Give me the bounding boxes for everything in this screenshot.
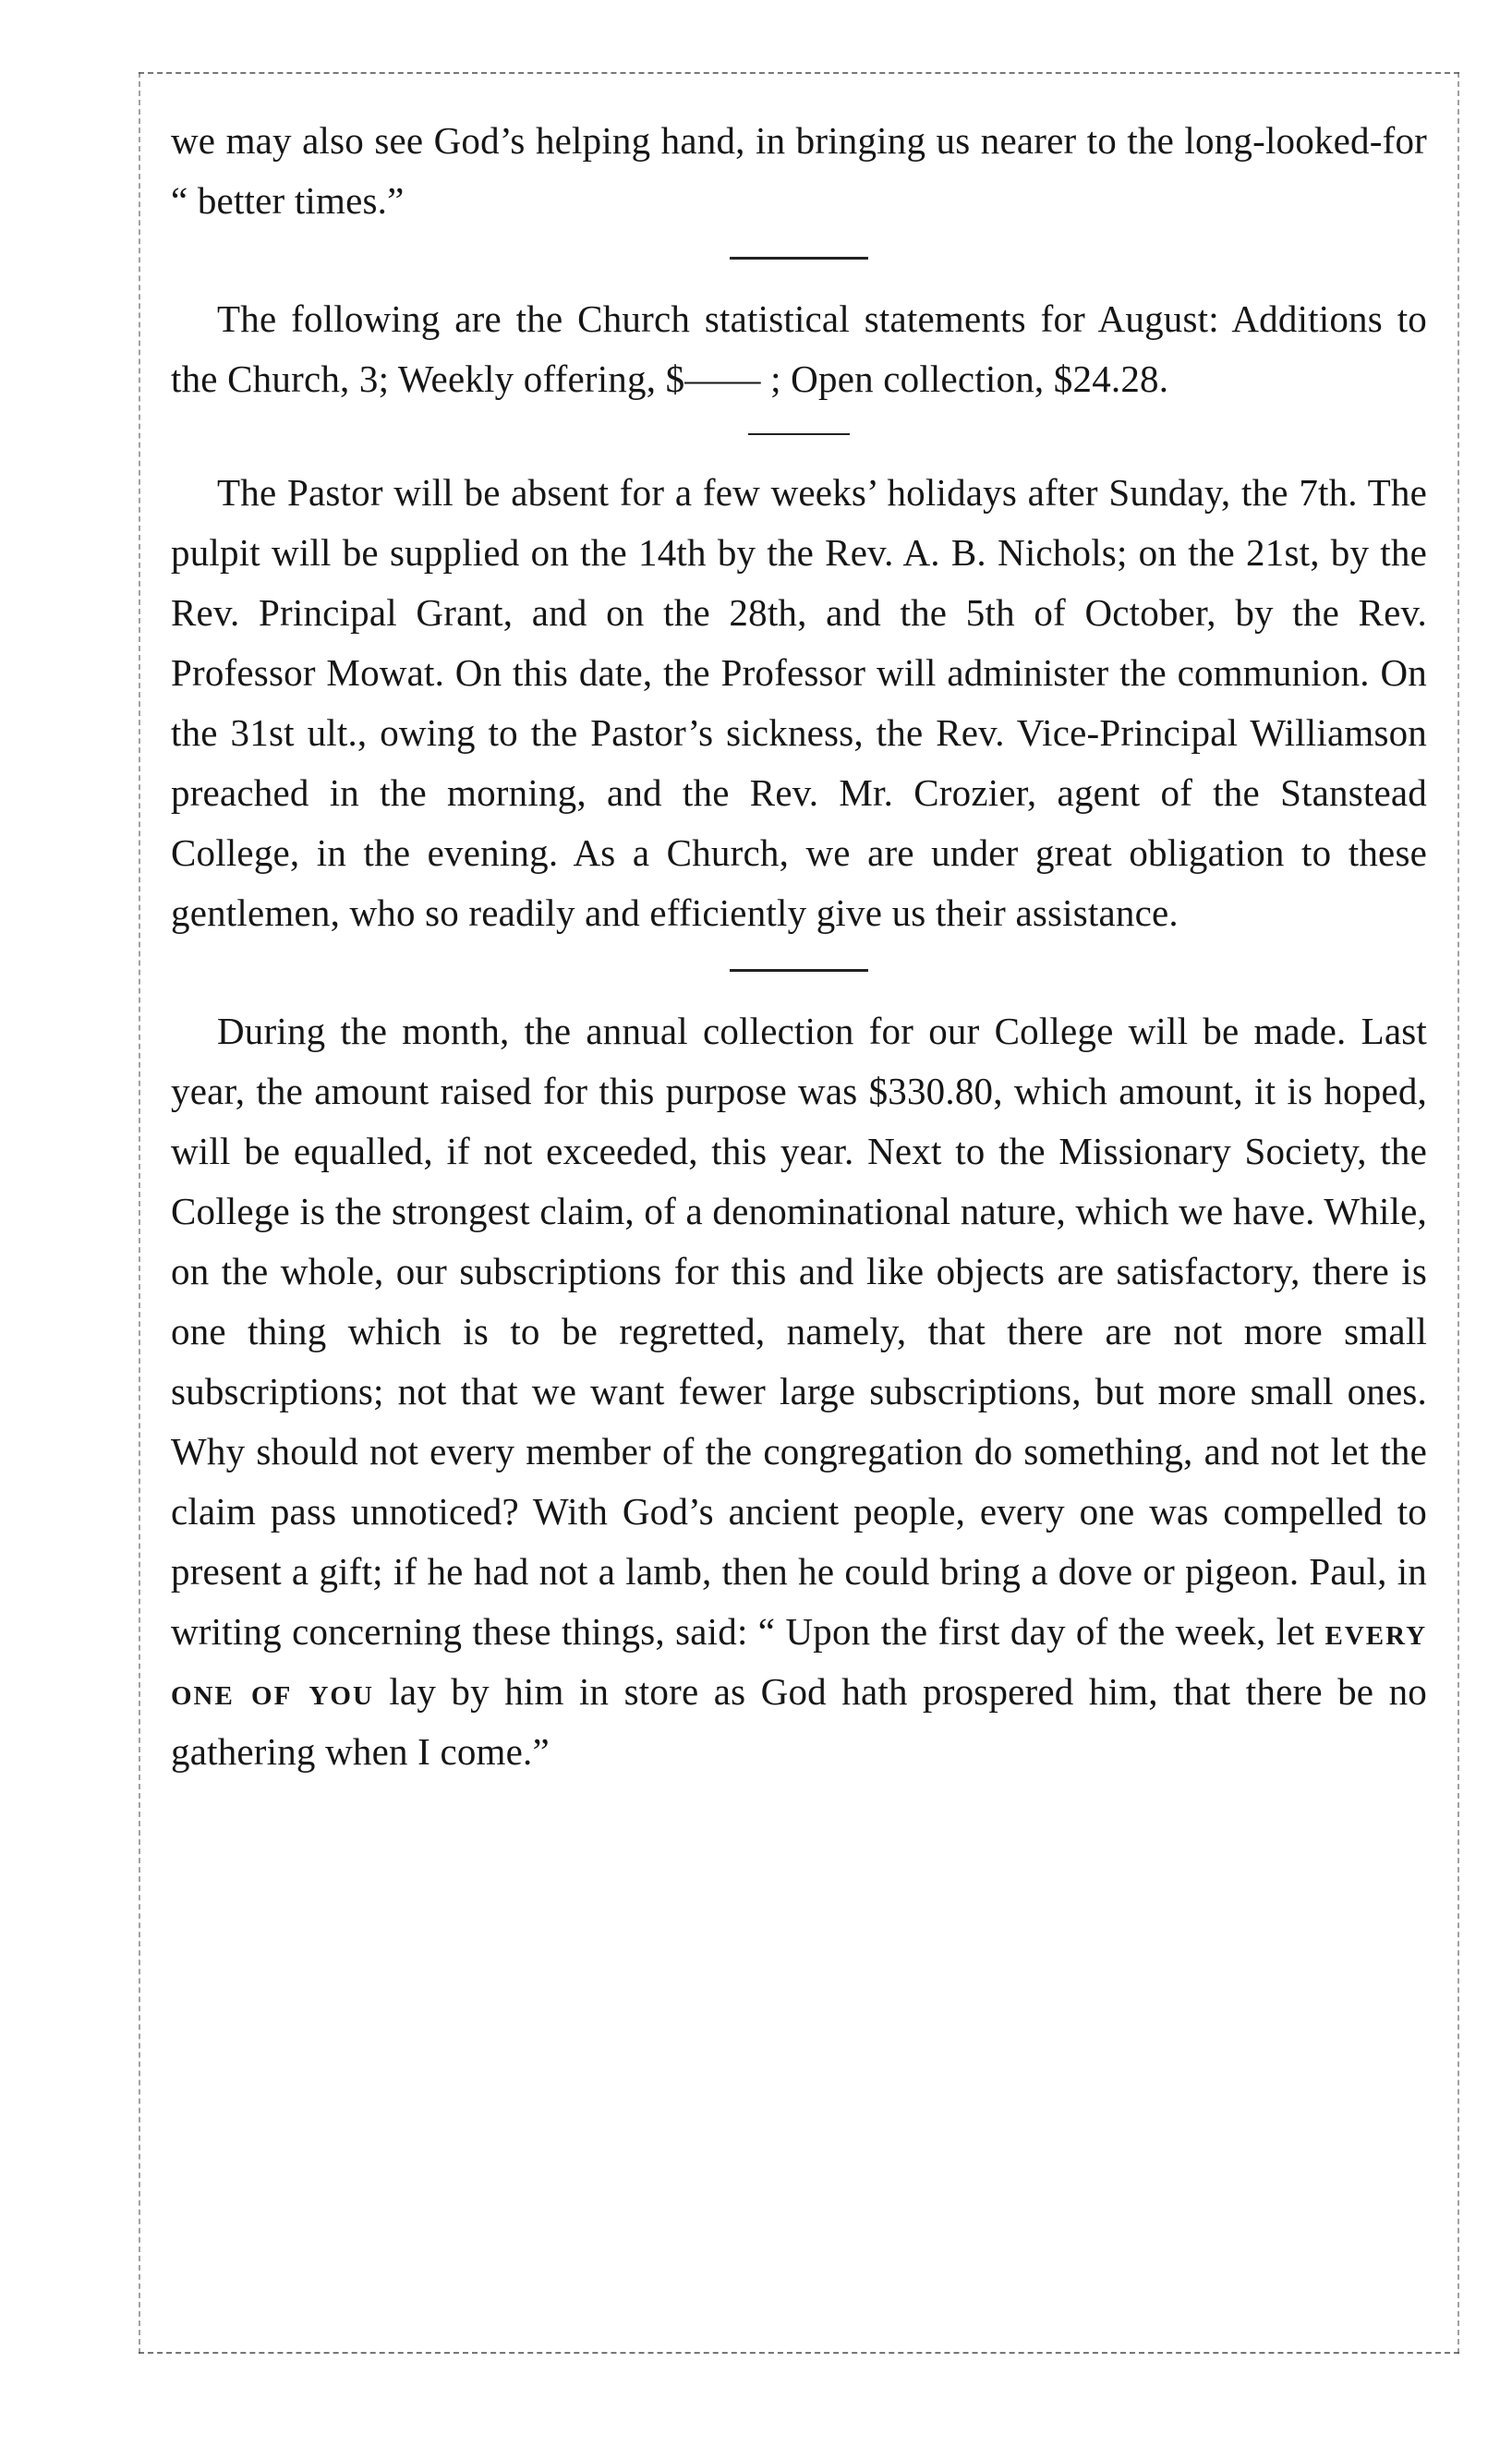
left-border-rule [139,72,140,2354]
paragraph-better-times: we may also see God’s helping hand, in bringing us nearer to the long-looked-for “ better times.” [171,119,1427,222]
top-border-rule [139,72,1459,74]
college-text-end: lay by him in store as God hath prospered him, that there be no gathering when I come.” [171,1670,1427,1773]
college-text-start: During the month, the annual collection for our College will be made. Last year, the amount raised for this purpose was $330.80, which amount, it is hoped, will be equalled, if not exceeded, this year. Next to the Missionary Society, the College is the strongest claim, of a denominational nature, which we have. While, on the whole, our subscriptions for this and like objects are satisfactory, there is one thing which is to be regretted, namely, that there are not more small subscriptions; not that we want fewer large subscriptions, but more small ones. Why should not every member of the congregation do something, and not let the claim pass unnoticed? With God’s ancient people, every one was compelled to present a gift; if he had not a lamb, then he could bring a dove or pigeon. Paul, in writing concerning these things, said: “ Upon the first day of the week, let [171,1010,1427,1653]
paragraph-statistics: The following are the Church statistical statements for August: Additions to the Church, 3; Weekly offering, $—— ; Open collection, $24.28. [171,297,1427,400]
text-column [171,111,1427,1782]
right-border-rule [1458,72,1459,2354]
emphasis-every-one-of-you: every one of you [171,1610,1428,1713]
section-separator [748,433,850,435]
paragraph-pastor-absence: The Pastor will be absent for a few weeks’ holidays after Sunday, the 7th. The pulpit will be supplied on the 14th by the Rev. A. B. Nichols; on the 21st, by the Rev. Principal Grant, and on the 28th, and the 5th of October, by the Rev. Professor Mowat. On this date, the Professor will administer the communion. On the 31st ult., owing to the Pastor’s sickness, the Rev. Vice-Principal Williamson preached in the morning, and the Rev. Mr. Crozier, agent of the Stanstead College, in the evening. As a Church, we are under great obligation to these gentlemen, who so readily and efficiently give us their assistance. [171,471,1427,934]
section-separator [730,969,868,972]
bottom-border-rule [139,2352,1459,2354]
section-separator [730,257,868,260]
newspaper-clipping [139,72,1459,2354]
paragraph-college-collection [171,1001,1427,1782]
